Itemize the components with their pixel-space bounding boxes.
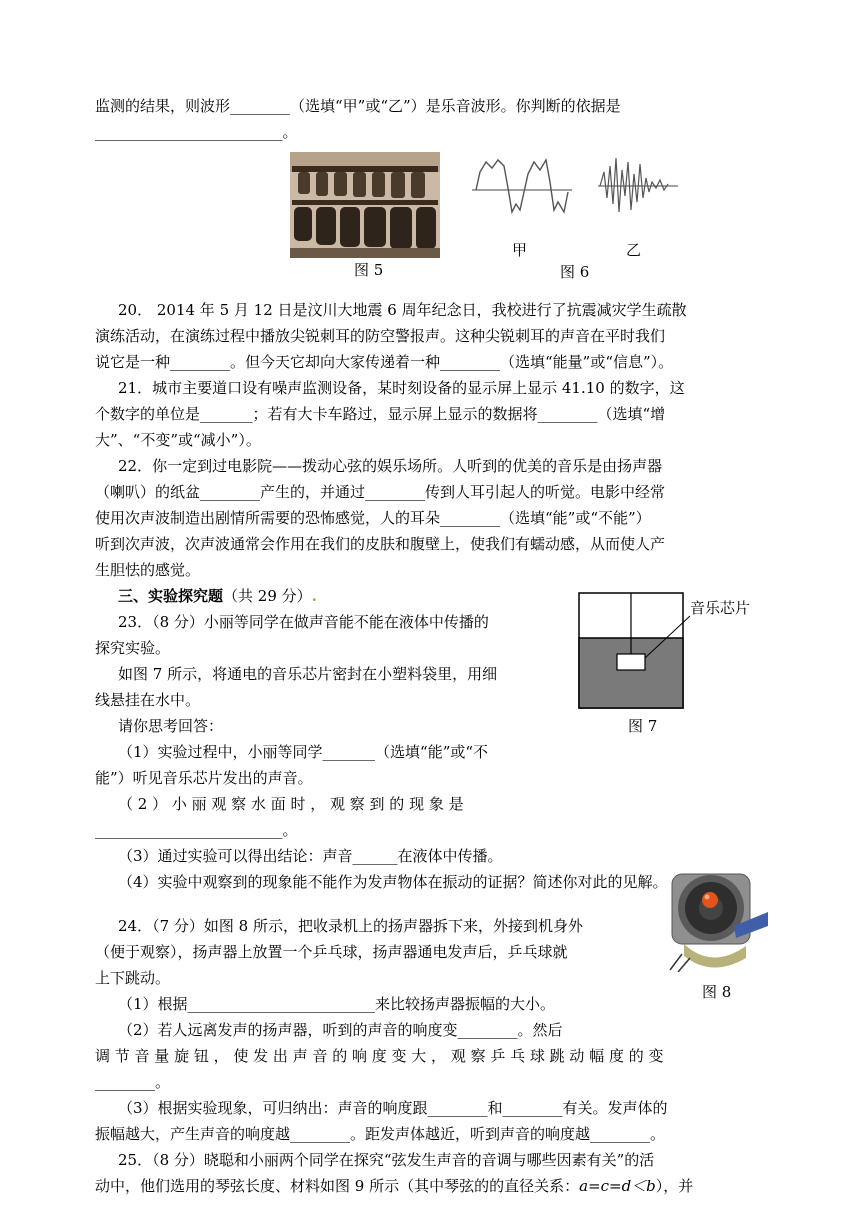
question-24-line: （3）根据实验现象，可归纳出：声音的响度跟________和________有关。发声体的 xyxy=(118,1099,668,1117)
question-24-line: 振幅越大，产生声音的响度越________。距发声体越近，听到声音的响度越________。 xyxy=(95,1125,666,1143)
question-23-line: （4）实验中观察到的现象能不能作为发声物体在振动的证据？简述你对此的见解。 xyxy=(118,873,668,891)
diameter-relation: a=c=d＜b xyxy=(579,1177,656,1195)
speaker-figure xyxy=(664,866,776,972)
question-24-line: ________。 xyxy=(95,1073,171,1091)
question-21-line: 大”、“不变”或“减小”）。 xyxy=(95,431,261,449)
green-dot: . xyxy=(311,587,317,605)
question-22-line: （喇叭）的纸盆________产生的，并通过________传到人耳引起人的听觉。电影中经常 xyxy=(95,483,666,501)
figure-caption: 图 7 xyxy=(628,717,658,735)
question-23-line: 探究实验。 xyxy=(95,639,171,657)
question-23-line: 线悬挂在水中。 xyxy=(95,691,201,709)
q25-text: 动中，他们选用的琴弦长度、材料如图 9 所示（其中琴弦的的直径关系： xyxy=(95,1177,580,1195)
question-24-line: （便于观察），扬声器上放置一个乒乓球，扬声器通电发声后，乒乓球就 xyxy=(95,943,568,961)
question-25-line xyxy=(95,1176,693,1196)
question-24-line: 24．（7 分）如图 8 所示，把收录机上的扬声器拆下来，外接到机身外 xyxy=(118,917,583,935)
figure-caption: 图 8 xyxy=(702,983,732,1001)
figure-caption: 图 6 xyxy=(560,263,590,281)
section-title: 三、实验探究题 xyxy=(118,587,224,605)
question-20-line: 20． 2014 年 5 月 12 日是汶川大地震 6 周年纪念日，我校进行了抗震减灾学生疏散 xyxy=(118,301,687,319)
question-23-line: （1）实验过程中，小丽等同学_______（选填“能”或“不 xyxy=(118,743,489,761)
question-22-line: 使用次声波制造出剧情所需要的恐怖感觉，人的耳朵________（选填“能”或“不能”） xyxy=(95,509,651,527)
waveform-figure xyxy=(470,152,685,242)
question-23-line: 23．（8 分）小丽等同学在做声音能不能在液体中传播的 xyxy=(118,613,489,631)
question-23-line: （ 2 ） 小 丽 观 察 水 面 时 ， 观 察 到 的 现 象 是 xyxy=(118,795,464,813)
q25-text: ），并 xyxy=(655,1177,694,1195)
question-22-line: 生胆怯的感觉。 xyxy=(95,561,201,579)
figure-caption: 图 5 xyxy=(354,261,384,279)
wave-label-yi: 乙 xyxy=(626,241,642,259)
chip-label: 音乐芯片 xyxy=(690,599,751,617)
question-20-line: 演练活动，在演练过程中播放尖锐刺耳的防空警报声。这种尖锐刺耳的声音在平时我们 xyxy=(95,327,666,345)
text-line: _________________________。 xyxy=(95,123,298,141)
question-24-line: 调 节 音 量 旋 钮 ， 使 发 出 声 音 的 响 度 变 大 ， 观 察 乒 乓 球 跳 动 幅 度 的 变 xyxy=(95,1047,664,1065)
question-20-line: 说它是一种________。但今天它却向大家传递着一种________（选填“能量”或“信息”）。 xyxy=(95,353,674,371)
question-24-line: （2）若人远离发声的扬声器，听到的声音的响度变________。然后 xyxy=(118,1021,563,1039)
question-23-line: _________________________。 xyxy=(95,821,298,839)
section-heading xyxy=(118,586,317,606)
question-21-line: 个数字的单位是_______；若有大卡车路过，显示屏上显示的数据将________（选填“增 xyxy=(95,405,666,423)
wave-label-jia: 甲 xyxy=(512,241,528,259)
question-25-line: 25．（8 分）晓聪和小丽两个同学在探究“弦发生声音的音调与哪些因素有关”的活 xyxy=(118,1151,655,1169)
question-23-line: 请你思考回答： xyxy=(118,717,224,735)
section-score: （共 29 分） xyxy=(223,587,312,605)
question-23-line: （3）通过实验可以得出结论：声音______在液体中传播。 xyxy=(118,847,503,865)
question-21-line: 21．城市主要道口设有噪声监测设备，某时刻设备的显示屏上显示 41.10 的数字，这 xyxy=(118,379,685,397)
bianzhong-photo xyxy=(290,152,440,258)
text-line: 监测的结果，则波形________（选填“甲”或“乙”）是乐音波形。你判断的依据是 xyxy=(95,97,621,115)
question-24-line: 上下跳动。 xyxy=(95,969,171,987)
question-24-line: （1）根据_________________________来比较扬声器振幅的大小。 xyxy=(118,995,556,1013)
question-22-line: 听到次声波，次声波通常会作用在我们的皮肤和腹壁上，使我们有蠕动感，从而使人产 xyxy=(95,535,666,553)
question-22-line: 22．你一定到过电影院——拨动心弦的娱乐场所。人听到的优美的音乐是由扬声器 xyxy=(118,457,663,475)
question-23-line: 如图 7 所示，将通电的音乐芯片密封在小塑料袋里，用细 xyxy=(118,665,498,683)
question-23-line: 能”）听见音乐芯片发出的声音。 xyxy=(95,769,313,787)
